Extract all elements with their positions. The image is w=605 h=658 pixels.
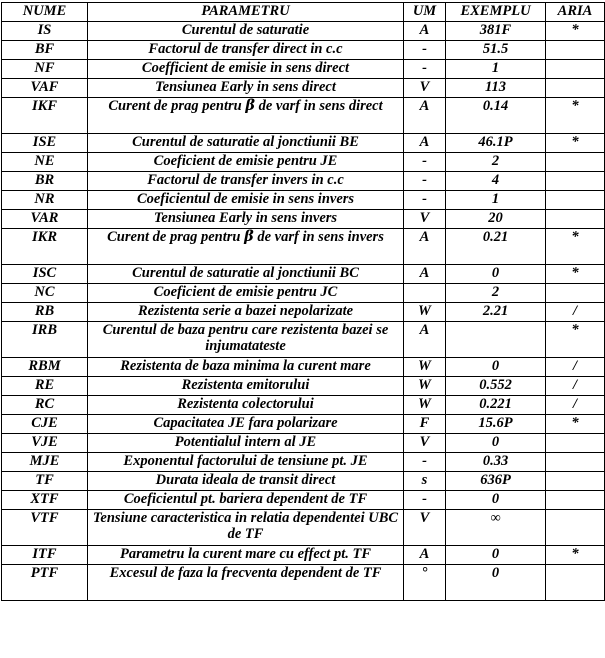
table-row [2, 79, 605, 98]
param-text: Curent de prag pentru [108, 98, 246, 114]
cell-name: ITF [2, 546, 88, 565]
cell-um: - [404, 153, 446, 172]
table-row [2, 396, 605, 415]
table-row [2, 41, 605, 60]
cell-example: 113 [446, 79, 546, 98]
table-row [2, 172, 605, 191]
cell-param: Rezistenta de baza minima la curent mare [88, 358, 404, 377]
cell-name: PTF [2, 565, 88, 601]
cell-param: Curentul de saturatie al jonctiunii BC [88, 265, 404, 284]
param-text: de varf in sens invers [253, 229, 384, 245]
cell-aria [546, 172, 605, 191]
cell-name: ISC [2, 265, 88, 284]
cell-param: Durata ideala de transit direct [88, 472, 404, 491]
cell-example: 4 [446, 172, 546, 191]
cell-um: W [404, 303, 446, 322]
cell-example: 0.33 [446, 453, 546, 472]
cell-um: V [404, 434, 446, 453]
cell-aria: / [546, 396, 605, 415]
cell-example: 0 [446, 491, 546, 510]
cell-name: NC [2, 284, 88, 303]
cell-name: TF [2, 472, 88, 491]
cell-name: IKF [2, 98, 88, 134]
cell-example [446, 322, 546, 358]
cell-param: Coeficient de emisie pentru JE [88, 153, 404, 172]
table-row [2, 210, 605, 229]
cell-um: A [404, 98, 446, 134]
table-row [2, 434, 605, 453]
cell-aria [546, 453, 605, 472]
cell-aria: * [546, 98, 605, 134]
cell-param: Coefficient de emisie in sens direct [88, 60, 404, 79]
cell-aria: * [546, 546, 605, 565]
cell-param: Factorul de transfer direct in c.c [88, 41, 404, 60]
cell-um: - [404, 491, 446, 510]
cell-name: VTF [2, 510, 88, 546]
table-row [2, 98, 605, 134]
cell-example: ∞ [446, 510, 546, 546]
cell-param: Capacitatea JE fara polarizare [88, 415, 404, 434]
header-nume: NUME [2, 3, 88, 22]
cell-example: 51.5 [446, 41, 546, 60]
cell-um: V [404, 510, 446, 546]
cell-name: VJE [2, 434, 88, 453]
cell-um: A [404, 265, 446, 284]
cell-name: NF [2, 60, 88, 79]
cell-name: BF [2, 41, 88, 60]
cell-aria: / [546, 377, 605, 396]
cell-um: - [404, 191, 446, 210]
cell-param [88, 229, 404, 265]
table-row [2, 377, 605, 396]
table-row [2, 472, 605, 491]
cell-example: 636P [446, 472, 546, 491]
cell-name: CJE [2, 415, 88, 434]
cell-param [88, 98, 404, 134]
cell-aria [546, 472, 605, 491]
header-exemplu: EXEMPLU [446, 3, 546, 22]
cell-name: VAR [2, 210, 88, 229]
cell-param: Tensiunea Early in sens direct [88, 79, 404, 98]
cell-um: F [404, 415, 446, 434]
cell-example: 0 [446, 434, 546, 453]
cell-aria: * [546, 415, 605, 434]
cell-example: 46.1P [446, 134, 546, 153]
table-header-row [2, 3, 605, 22]
cell-um: s [404, 472, 446, 491]
cell-um: ° [404, 565, 446, 601]
cell-example: 1 [446, 191, 546, 210]
cell-param: Curentul de baza pentru care rezistenta bazei se injumatateste [88, 322, 404, 358]
cell-um: W [404, 377, 446, 396]
table-row [2, 134, 605, 153]
cell-aria [546, 491, 605, 510]
cell-aria [546, 60, 605, 79]
cell-um: - [404, 60, 446, 79]
cell-param: Coeficientul de emisie in sens invers [88, 191, 404, 210]
cell-um [404, 284, 446, 303]
cell-example: 2 [446, 284, 546, 303]
cell-aria [546, 434, 605, 453]
header-um: UM [404, 3, 446, 22]
cell-name: IKR [2, 229, 88, 265]
cell-param: Curentul de saturatie [88, 22, 404, 41]
cell-param: Tensiune caracteristica in relatia dependentei UBC de TF [88, 510, 404, 546]
cell-example: 0 [446, 358, 546, 377]
table-row [2, 415, 605, 434]
cell-example: 0 [446, 265, 546, 284]
param-text: Curent de prag pentru [107, 229, 245, 245]
beta-symbol: β [244, 228, 254, 245]
cell-example: 0.221 [446, 396, 546, 415]
cell-example: 0 [446, 546, 546, 565]
cell-aria [546, 284, 605, 303]
parameter-table [1, 2, 605, 601]
cell-aria [546, 210, 605, 229]
cell-name: VAF [2, 79, 88, 98]
cell-param: Potentialul intern al JE [88, 434, 404, 453]
table-row [2, 191, 605, 210]
cell-example: 0 [446, 565, 546, 601]
cell-um: W [404, 358, 446, 377]
cell-um: V [404, 210, 446, 229]
cell-aria: * [546, 265, 605, 284]
cell-um: - [404, 172, 446, 191]
cell-name: IS [2, 22, 88, 41]
table-row [2, 22, 605, 41]
cell-example: 2.21 [446, 303, 546, 322]
cell-aria: / [546, 358, 605, 377]
header-aria: ARIA [546, 3, 605, 22]
table-row [2, 510, 605, 546]
table-row [2, 153, 605, 172]
cell-name: ISE [2, 134, 88, 153]
cell-aria [546, 41, 605, 60]
cell-um: V [404, 79, 446, 98]
cell-um: A [404, 322, 446, 358]
cell-um: A [404, 229, 446, 265]
cell-example: 2 [446, 153, 546, 172]
table-row [2, 60, 605, 79]
cell-param: Parametru la curent mare cu effect pt. TF [88, 546, 404, 565]
cell-um: A [404, 22, 446, 41]
cell-param: Exponentul factorului de tensiune pt. JE [88, 453, 404, 472]
table-row [2, 303, 605, 322]
cell-param: Rezistenta emitorului [88, 377, 404, 396]
cell-aria: * [546, 22, 605, 41]
cell-aria: * [546, 322, 605, 358]
cell-example: 0.552 [446, 377, 546, 396]
cell-example: 20 [446, 210, 546, 229]
table-row [2, 453, 605, 472]
cell-um: A [404, 546, 446, 565]
cell-aria [546, 153, 605, 172]
cell-name: XTF [2, 491, 88, 510]
table-row [2, 546, 605, 565]
cell-name: NR [2, 191, 88, 210]
cell-name: NE [2, 153, 88, 172]
cell-param: Rezistenta serie a bazei nepolarizate [88, 303, 404, 322]
table-row [2, 229, 605, 265]
cell-param: Excesul de faza la frecventa dependent de TF [88, 565, 404, 601]
cell-um: - [404, 453, 446, 472]
cell-um: - [404, 41, 446, 60]
beta-symbol: β [245, 97, 255, 114]
cell-aria: / [546, 303, 605, 322]
table-row [2, 284, 605, 303]
cell-param: Rezistenta colectorului [88, 396, 404, 415]
cell-name: RB [2, 303, 88, 322]
cell-param: Coeficientul pt. bariera dependent de TF [88, 491, 404, 510]
cell-aria [546, 565, 605, 601]
cell-param: Curentul de saturatie al jonctiunii BE [88, 134, 404, 153]
table-row [2, 322, 605, 358]
cell-name: RE [2, 377, 88, 396]
cell-name: RBM [2, 358, 88, 377]
cell-example: 0.14 [446, 98, 546, 134]
table-row [2, 265, 605, 284]
cell-param: Coeficient de emisie pentru JC [88, 284, 404, 303]
cell-aria: * [546, 134, 605, 153]
cell-um: A [404, 134, 446, 153]
table-row [2, 358, 605, 377]
cell-aria [546, 191, 605, 210]
param-text: de varf in sens direct [254, 98, 383, 114]
cell-name: RC [2, 396, 88, 415]
header-parametru: PARAMETRU [88, 3, 404, 22]
cell-aria [546, 79, 605, 98]
cell-example: 15.6P [446, 415, 546, 434]
cell-aria: * [546, 229, 605, 265]
cell-example: 0.21 [446, 229, 546, 265]
cell-name: IRB [2, 322, 88, 358]
cell-example: 1 [446, 60, 546, 79]
cell-name: BR [2, 172, 88, 191]
cell-aria [546, 510, 605, 546]
cell-um: W [404, 396, 446, 415]
cell-name: MJE [2, 453, 88, 472]
cell-example: 381F [446, 22, 546, 41]
cell-param: Factorul de transfer invers in c.c [88, 172, 404, 191]
cell-param: Tensiunea Early in sens invers [88, 210, 404, 229]
table-row [2, 565, 605, 601]
table-row [2, 491, 605, 510]
